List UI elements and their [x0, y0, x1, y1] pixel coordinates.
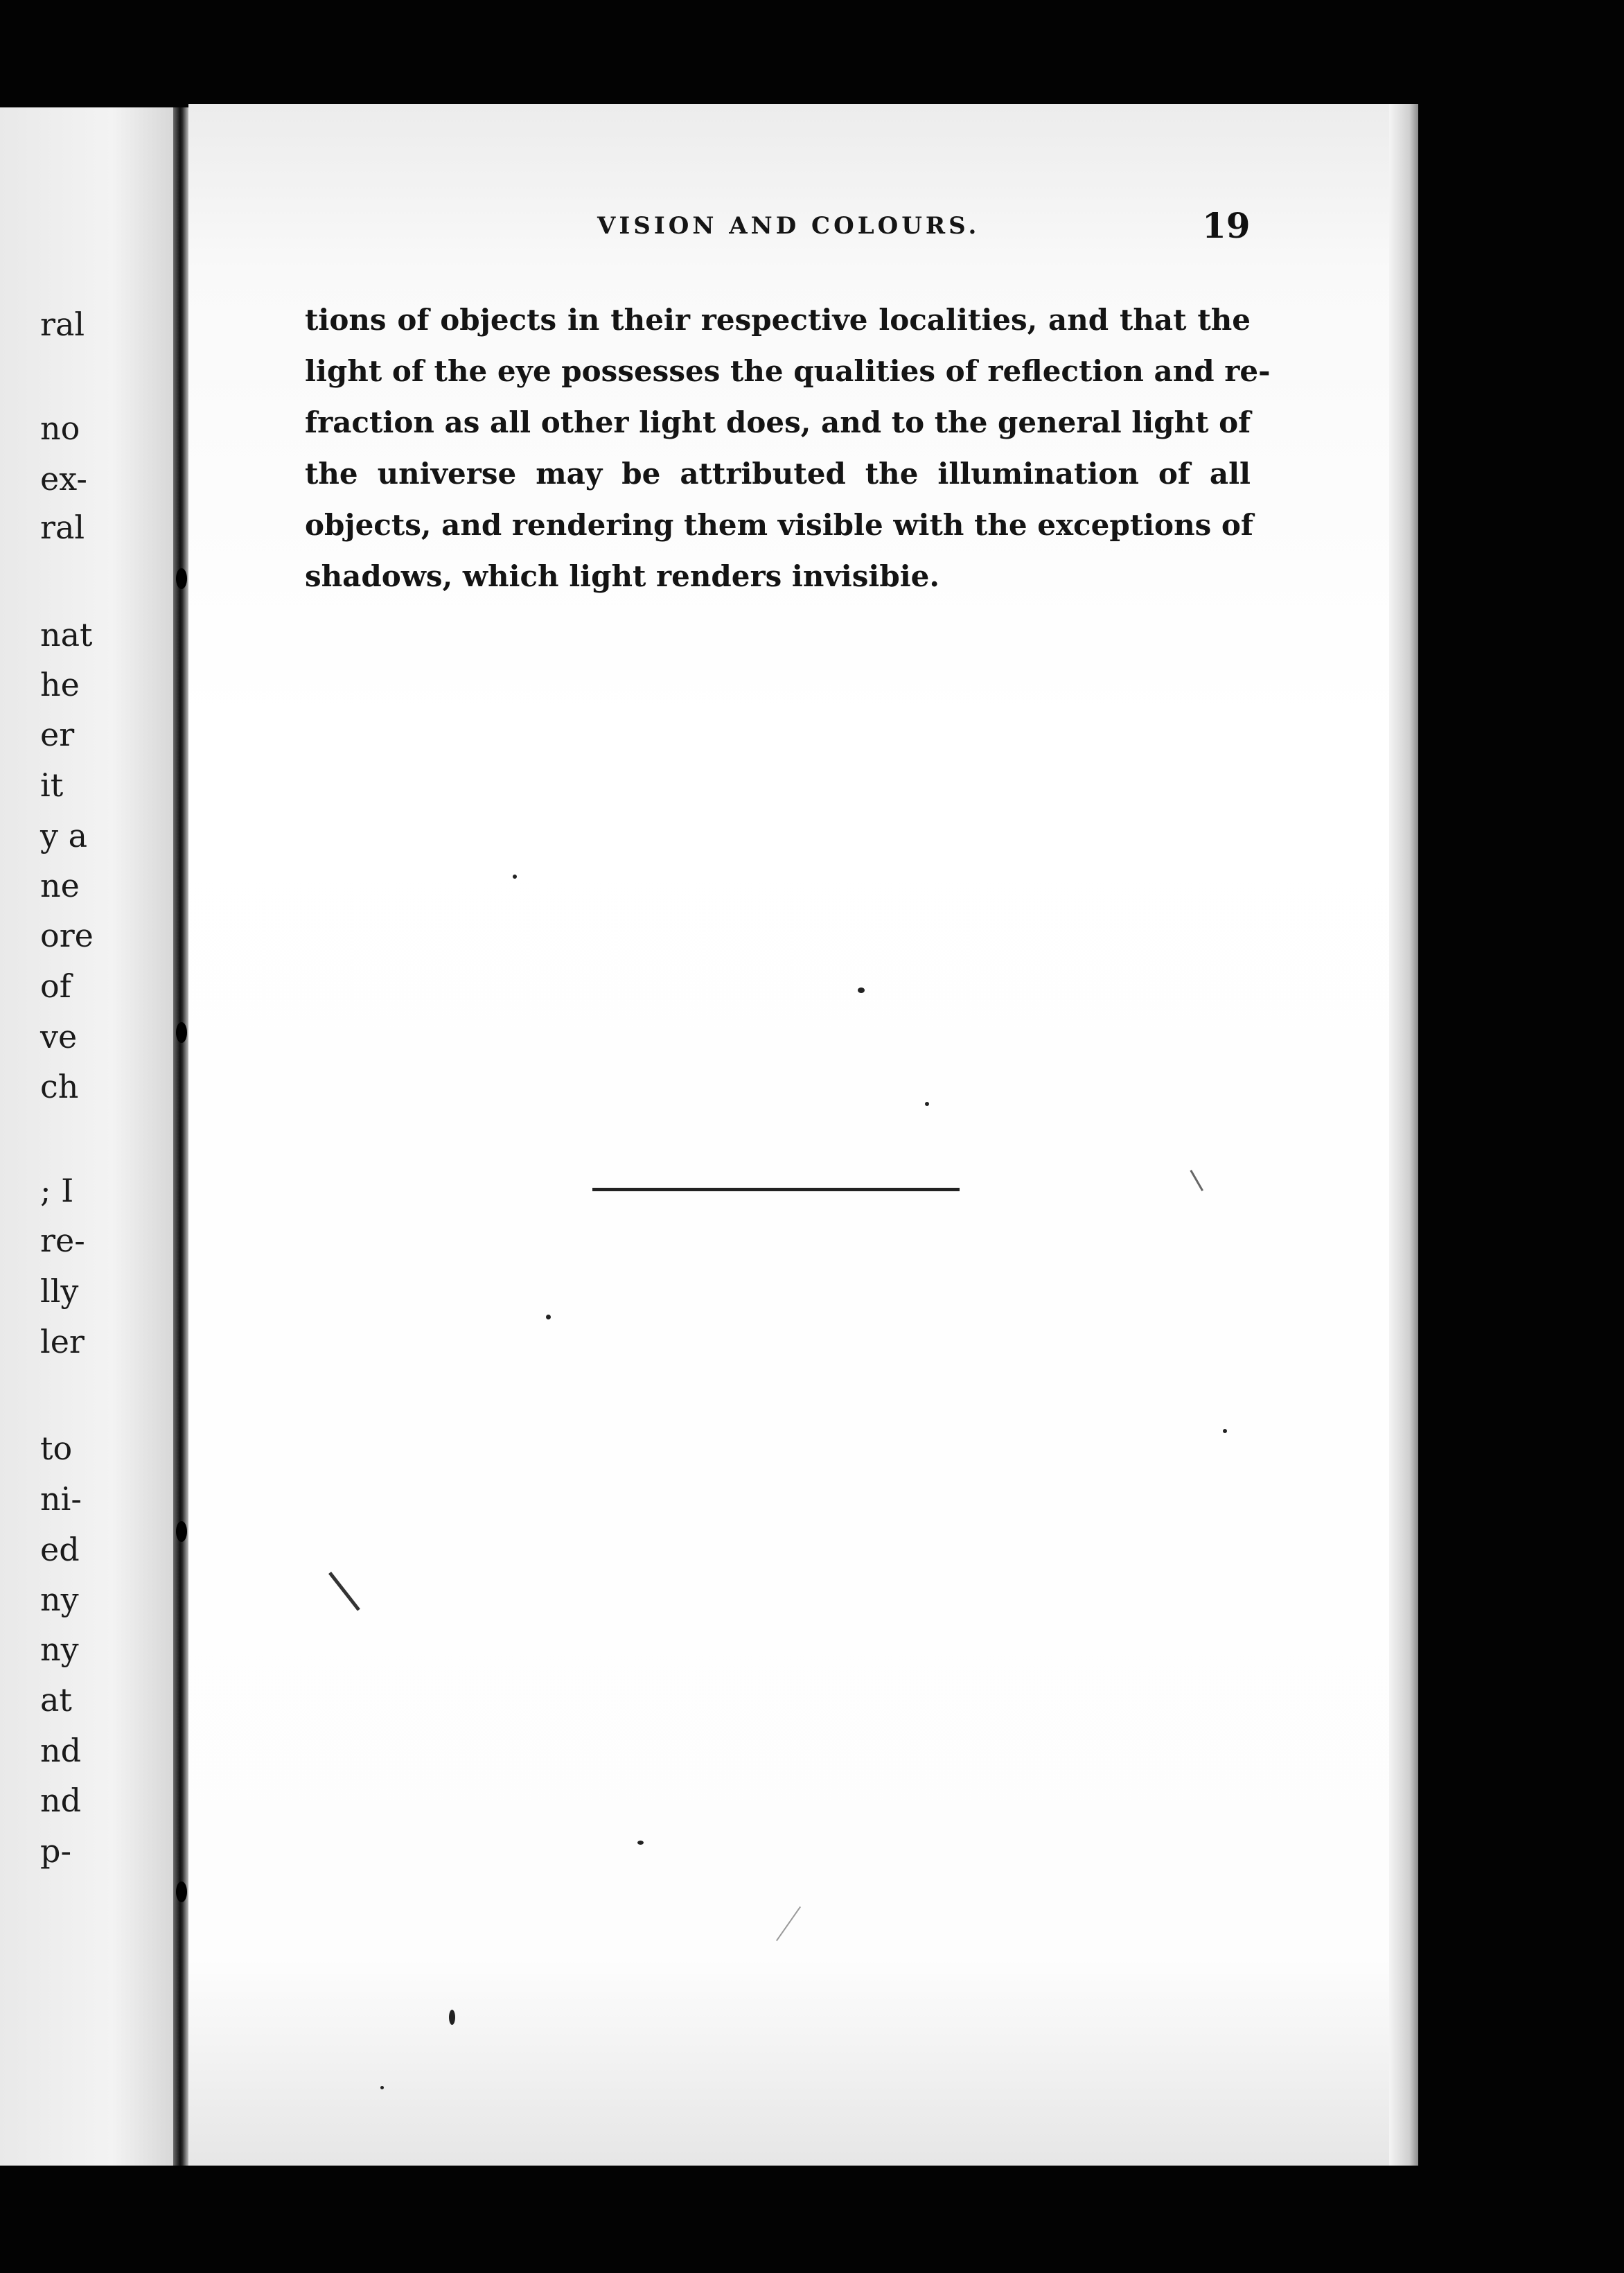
scan-speck — [925, 1102, 929, 1106]
scan-speck — [546, 1315, 551, 1319]
page-edge-shadow — [1389, 104, 1418, 2166]
binding-thread-knot — [176, 1022, 187, 1043]
facing-page-fragment: ni- — [40, 1480, 82, 1518]
text-line: the universe may be attributed the illumination of all — [305, 457, 1251, 491]
facing-page — [0, 107, 187, 2166]
body-paragraph — [305, 295, 1271, 602]
text-line: shadows, which light renders invisibie. — [305, 559, 940, 593]
facing-page-fragment: ral — [40, 306, 85, 343]
text-line: objects, and rendering them visible with the exceptions of — [305, 508, 1253, 542]
facing-page-fragment: nat — [40, 616, 93, 653]
facing-page-fragment: ch — [40, 1068, 79, 1105]
facing-page-fragment: re- — [40, 1222, 85, 1259]
text-line: tions of objects in their respective localities, and that the — [305, 303, 1251, 337]
scan-speck — [858, 988, 865, 993]
text-line: fraction as all other light does, and to the general light of — [305, 405, 1251, 439]
facing-page-fragment: nd — [40, 1782, 82, 1819]
binding-thread-knot — [176, 1881, 187, 1902]
facing-page-fragment: he — [40, 666, 80, 703]
facing-page-fragment: ve — [40, 1018, 78, 1055]
facing-page-fragment: no — [40, 410, 80, 447]
page-number: 19 — [1202, 205, 1251, 246]
scan-speck — [449, 2010, 455, 2025]
scan-speck — [637, 1841, 644, 1845]
facing-page-fragment: y a — [40, 817, 88, 854]
binding-thread-knot — [176, 1521, 187, 1542]
section-end-rule — [592, 1188, 960, 1191]
facing-page-fragment: nd — [40, 1732, 82, 1769]
facing-page-fragment: ore — [40, 917, 94, 954]
facing-page-fragment: ler — [40, 1323, 85, 1360]
facing-page-fragment: ne — [40, 867, 80, 904]
facing-page-fragment: it — [40, 766, 64, 804]
scan-speck — [513, 875, 517, 879]
facing-page-fragment: ny — [40, 1631, 79, 1668]
binding-thread-knot — [176, 568, 187, 589]
facing-page-fragment: ral — [40, 509, 85, 546]
facing-page-fragment: ex- — [40, 460, 87, 498]
text-line: light of the eye possesses the qualities of reflection and re- — [305, 354, 1271, 388]
facing-page-fragment: lly — [40, 1272, 79, 1310]
facing-page-fragment: to — [40, 1430, 73, 1467]
facing-page-fragment: er — [40, 716, 75, 753]
scan-speck — [380, 2086, 384, 2089]
facing-page-fragment: of — [40, 967, 71, 1005]
book-gutter — [173, 107, 188, 2166]
facing-page-fragment: ; I — [40, 1172, 74, 1209]
facing-page-fragment: at — [40, 1681, 72, 1719]
facing-page-fragment: ed — [40, 1531, 80, 1568]
running-head: VISION AND COLOURS. — [597, 212, 980, 240]
facing-page-fragment: p- — [40, 1832, 71, 1870]
scan-speck — [1223, 1429, 1227, 1433]
facing-page-fragment: ny — [40, 1581, 79, 1618]
